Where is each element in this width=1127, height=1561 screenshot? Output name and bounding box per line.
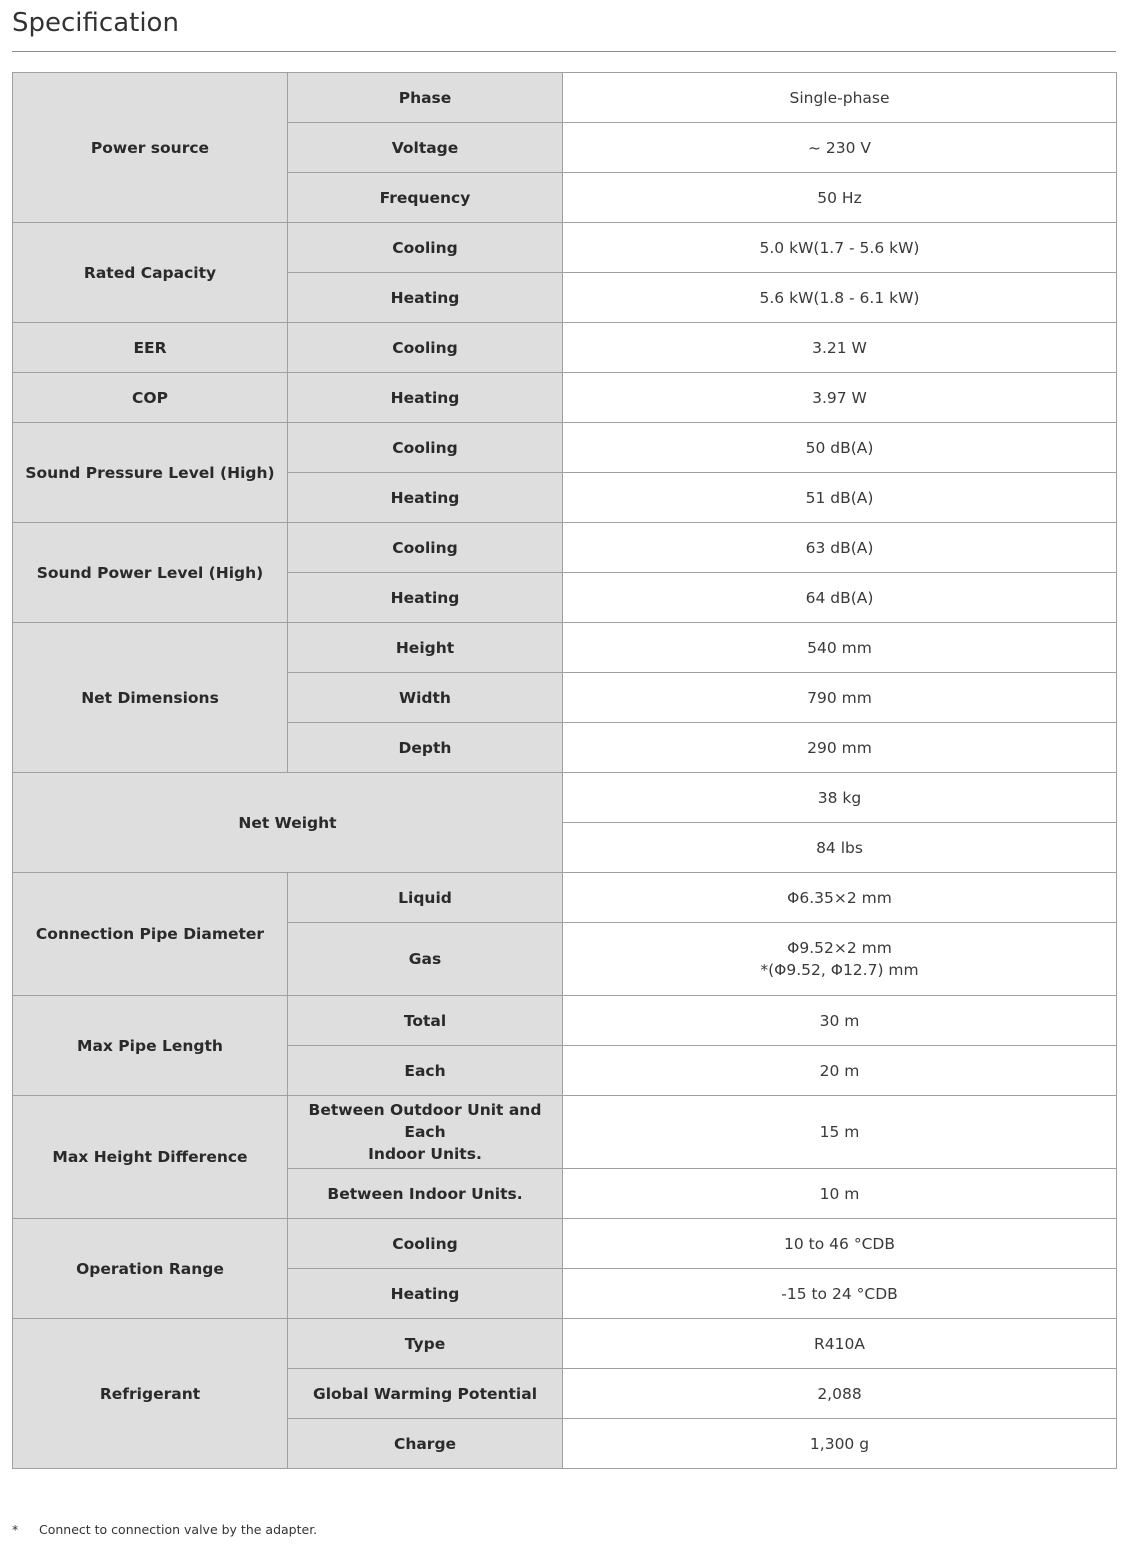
footnote [12, 1520, 317, 1540]
table-row [13, 1319, 1117, 1369]
row-label-eer-cooling: Cooling [288, 323, 563, 373]
value-gas [563, 923, 1117, 996]
value-range-cooling: 10 to 46 °CDB [563, 1219, 1117, 1269]
row-label-frequency: Frequency [288, 173, 563, 223]
specification-table [12, 72, 1117, 1469]
value-pressure-cooling: 50 dB(A) [563, 423, 1117, 473]
table-row [13, 773, 1117, 823]
row-label-pressure-cooling: Cooling [288, 423, 563, 473]
category-power-source: Power source [13, 73, 288, 223]
footnote-text: Connect to connection valve by the adapter. [39, 1522, 318, 1537]
category-rated-capacity: Rated Capacity [13, 223, 288, 323]
row-label-range-cooling: Cooling [288, 1219, 563, 1269]
category-sound-pressure: Sound Pressure Level (High) [13, 423, 288, 523]
row-label-capacity-heating: Heating [288, 273, 563, 323]
category-max-height-difference: Max Height Difference [13, 1096, 288, 1219]
row-label-gas: Gas [288, 923, 563, 996]
value-height: 540 mm [563, 623, 1117, 673]
table-row [13, 996, 1117, 1046]
row-label-phase: Phase [288, 73, 563, 123]
table-row [13, 523, 1117, 573]
row-label-total: Total [288, 996, 563, 1046]
row-label-cop-heating: Heating [288, 373, 563, 423]
value-liquid: Φ6.35×2 mm [563, 873, 1117, 923]
row-label-power-cooling: Cooling [288, 523, 563, 573]
value-gwp: 2,088 [563, 1369, 1117, 1419]
table-row [13, 1096, 1117, 1169]
value-cop-heating: 3.97 W [563, 373, 1117, 423]
row-label-gwp: Global Warming Potential [288, 1369, 563, 1419]
table-row [13, 873, 1117, 923]
value-phase: Single-phase [563, 73, 1117, 123]
value-weight-lbs: 84 lbs [563, 823, 1117, 873]
value-indoor-indoor: 10 m [563, 1169, 1117, 1219]
table-row [13, 423, 1117, 473]
value-each: 20 m [563, 1046, 1117, 1096]
table-row [13, 623, 1117, 673]
value-power-heating: 64 dB(A) [563, 573, 1117, 623]
row-label-width: Width [288, 673, 563, 723]
footnote-mark: * [12, 1522, 19, 1537]
category-operation-range: Operation Range [13, 1219, 288, 1319]
category-max-pipe-length: Max Pipe Length [13, 996, 288, 1096]
category-cop: COP [13, 373, 288, 423]
title-divider [12, 51, 1116, 52]
category-refrigerant: Refrigerant [13, 1319, 288, 1469]
table-row [13, 373, 1117, 423]
row-label-charge: Charge [288, 1419, 563, 1469]
row-label-capacity-cooling: Cooling [288, 223, 563, 273]
value-power-cooling: 63 dB(A) [563, 523, 1117, 573]
row-label-power-heating: Heating [288, 573, 563, 623]
row-label-indoor-indoor: Between Indoor Units. [288, 1169, 563, 1219]
value-depth: 290 mm [563, 723, 1117, 773]
row-label-type: Type [288, 1319, 563, 1369]
table-row [13, 1219, 1117, 1269]
value-gas-line-1: Φ9.52×2 mm [787, 939, 892, 957]
row-label-each: Each [288, 1046, 563, 1096]
row-label-liquid: Liquid [288, 873, 563, 923]
row-label-outdoor-indoor [288, 1096, 563, 1169]
value-width: 790 mm [563, 673, 1117, 723]
row-label-height: Height [288, 623, 563, 673]
value-total: 30 m [563, 996, 1117, 1046]
row-label-range-heating: Heating [288, 1269, 563, 1319]
row-label-pressure-heating: Heating [288, 473, 563, 523]
row-label-outdoor-indoor-line-2: Indoor Units. [368, 1145, 482, 1163]
value-charge: 1,300 g [563, 1419, 1117, 1469]
value-pressure-heating: 51 dB(A) [563, 473, 1117, 523]
table-row [13, 223, 1117, 273]
value-outdoor-indoor: 15 m [563, 1096, 1117, 1169]
row-label-voltage: Voltage [288, 123, 563, 173]
page-title: Specification [12, 8, 179, 38]
value-frequency: 50 Hz [563, 173, 1117, 223]
row-label-depth: Depth [288, 723, 563, 773]
value-voltage: ~ 230 V [563, 123, 1117, 173]
value-eer-cooling: 3.21 W [563, 323, 1117, 373]
value-capacity-cooling: 5.0 kW(1.7 - 5.6 kW) [563, 223, 1117, 273]
table-row [13, 73, 1117, 123]
category-eer: EER [13, 323, 288, 373]
value-range-heating: -15 to 24 °CDB [563, 1269, 1117, 1319]
category-net-dimensions: Net Dimensions [13, 623, 288, 773]
value-type: R410A [563, 1319, 1117, 1369]
row-label-outdoor-indoor-line-1: Between Outdoor Unit and Each [308, 1101, 542, 1141]
value-gas-line-2: *(Φ9.52, Φ12.7) mm [760, 961, 919, 979]
value-capacity-heating: 5.6 kW(1.8 - 6.1 kW) [563, 273, 1117, 323]
category-connection-pipe: Connection Pipe Diameter [13, 873, 288, 996]
value-weight-kg: 38 kg [563, 773, 1117, 823]
category-net-weight: Net Weight [13, 773, 563, 873]
category-sound-power: Sound Power Level (High) [13, 523, 288, 623]
table-row [13, 323, 1117, 373]
